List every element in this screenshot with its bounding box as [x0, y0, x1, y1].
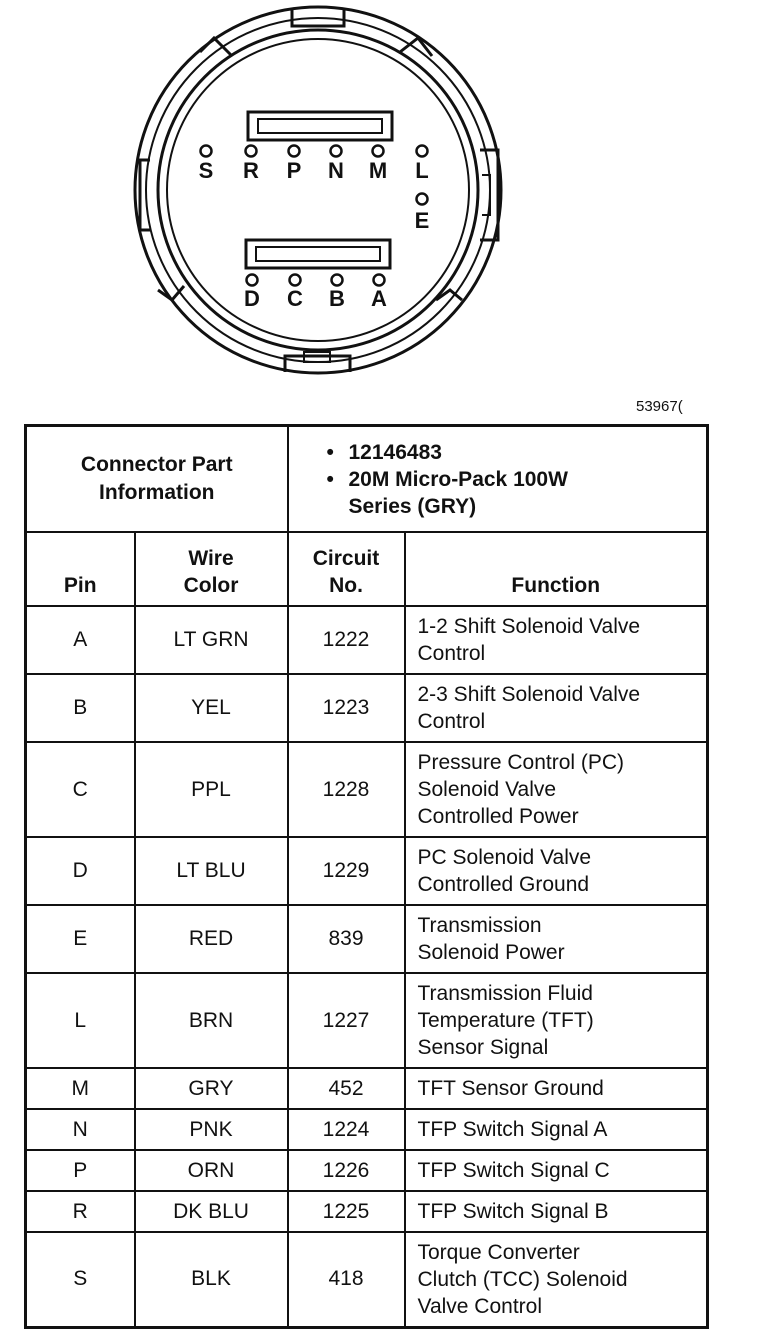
part-info-label: [26, 426, 288, 533]
table-row: [26, 1232, 708, 1327]
function-line: TFP Switch Signal B: [417, 1200, 609, 1223]
part-info-label-line2: Information: [99, 481, 215, 504]
pin-hole-r: [246, 146, 257, 157]
wire-color-cell: RED: [135, 905, 288, 973]
lower-terminal-slot: [246, 240, 390, 268]
col-header-pin: Pin: [26, 532, 135, 606]
table-row: [26, 1068, 708, 1109]
wire-color-cell: ORN: [135, 1150, 288, 1191]
function-line: Pressure Control (PC): [417, 751, 625, 774]
wire-color-cell: LT BLU: [135, 837, 288, 905]
pin-cell: R: [26, 1191, 135, 1232]
function-line: 2-3 Shift Solenoid Valve: [417, 683, 641, 706]
connector-face-diagram: [0, 0, 768, 392]
circuit-cell: 1224: [288, 1109, 405, 1150]
table-row: [26, 1150, 708, 1191]
connector-outer-ring: [135, 7, 501, 373]
circuit-cell: 1226: [288, 1150, 405, 1191]
table-row: [26, 1109, 708, 1150]
pin-cell: E: [26, 905, 135, 973]
pin-label-m: M: [368, 158, 388, 183]
pin-label-r: R: [243, 158, 259, 183]
col-header-circuit: [288, 532, 405, 606]
wire-color-cell: BRN: [135, 973, 288, 1068]
pin-rows: [26, 606, 708, 1327]
function-line: TFP Switch Signal A: [417, 1118, 608, 1141]
function-cell: [405, 606, 708, 674]
function-line: Solenoid Power: [417, 941, 565, 964]
pin-hole-e: [417, 194, 428, 205]
part-number: • 12146483: [327, 439, 699, 466]
function-cell: [405, 1232, 708, 1327]
function-line: TFP Switch Signal C: [417, 1159, 610, 1182]
upper-terminal-slot-inner: [258, 119, 382, 133]
col-header-circuit-line2: No.: [329, 574, 363, 597]
pin-label-a: A: [371, 286, 387, 311]
pin-hole-s: [201, 146, 212, 157]
table-row: [26, 674, 708, 742]
function-line: Transmission Fluid: [417, 982, 593, 1005]
wire-color-cell: PPL: [135, 742, 288, 837]
table-row: [26, 1191, 708, 1232]
pin-cell: P: [26, 1150, 135, 1191]
pin-cell: S: [26, 1232, 135, 1327]
circuit-cell: 1229: [288, 837, 405, 905]
connector-inner-ring: [158, 30, 478, 350]
pin-label-p: P: [286, 158, 302, 183]
col-header-wire-color-line1: Wire: [188, 547, 234, 570]
lower-terminal-slot-inner: [256, 247, 380, 261]
pin-cell: D: [26, 837, 135, 905]
pin-label-e: E: [414, 208, 430, 233]
upper-left-notch: [200, 38, 232, 56]
circuit-cell: 839: [288, 905, 405, 973]
function-line: Control: [417, 710, 486, 733]
function-line: Valve Control: [417, 1294, 543, 1318]
function-cell: [405, 973, 708, 1068]
pin-label-b: B: [329, 286, 345, 311]
connector-series: [327, 466, 699, 520]
circuit-cell: 1228: [288, 742, 405, 837]
circuit-cell: 1223: [288, 674, 405, 742]
pin-label-l: L: [415, 158, 429, 183]
function-line: PC Solenoid Valve: [417, 846, 592, 869]
function-cell: [405, 1068, 708, 1109]
connector-series-line1: 20M Micro-Pack 100W: [348, 467, 568, 491]
function-cell: [405, 1109, 708, 1150]
function-line: Torque Converter: [417, 1240, 580, 1264]
pin-hole-b: [332, 275, 343, 286]
column-header-row: [26, 532, 708, 606]
pin-cell: M: [26, 1068, 135, 1109]
function-cell: [405, 905, 708, 973]
function-cell: [405, 674, 708, 742]
function-line: TFT Sensor Ground: [417, 1077, 604, 1100]
col-header-wire-color: [135, 532, 288, 606]
connector-series-line2: Series (GRY): [348, 494, 477, 518]
circuit-cell: 418: [288, 1232, 405, 1327]
function-line: Controlled Ground: [417, 873, 590, 896]
function-cell: [405, 837, 708, 905]
function-line: Clutch (TCC) Solenoid: [417, 1267, 628, 1291]
pin-cell: L: [26, 973, 135, 1068]
pin-cell: N: [26, 1109, 135, 1150]
connector-outer-ring-inner: [146, 18, 490, 362]
table-row: [26, 905, 708, 973]
pin-label-d: D: [244, 286, 260, 311]
function-cell: [405, 1191, 708, 1232]
function-line: Control: [417, 642, 486, 665]
wire-color-cell: BLK: [135, 1232, 288, 1327]
col-header-circuit-line1: Circuit: [312, 547, 380, 570]
part-info-label-line1: Connector Part: [80, 453, 233, 476]
function-line: 1-2 Shift Solenoid Valve: [417, 615, 641, 638]
pin-cell: C: [26, 742, 135, 837]
part-info-row: [26, 426, 708, 533]
pin-label-n: N: [328, 158, 344, 183]
col-header-wire-color-line2: Color: [183, 574, 239, 597]
table-row: [26, 837, 708, 905]
wire-color-cell: DK BLU: [135, 1191, 288, 1232]
pin-hole-m: [373, 146, 384, 157]
function-line: Sensor Signal: [417, 1036, 549, 1059]
pin-hole-p: [289, 146, 300, 157]
wire-color-cell: GRY: [135, 1068, 288, 1109]
function-line: Temperature (TFT): [417, 1009, 594, 1032]
wire-color-cell: PNK: [135, 1109, 288, 1150]
figure-number: 53967(: [636, 398, 683, 415]
wire-color-cell: YEL: [135, 674, 288, 742]
wire-color-cell: LT GRN: [135, 606, 288, 674]
col-header-function: Function: [405, 532, 708, 606]
function-line: Solenoid Valve: [417, 778, 557, 801]
pin-cell: B: [26, 674, 135, 742]
function-line: Transmission: [417, 914, 542, 937]
pin-hole-n: [331, 146, 342, 157]
table-row: [26, 973, 708, 1068]
circuit-cell: 1225: [288, 1191, 405, 1232]
function-cell: [405, 1150, 708, 1191]
pin-hole-l: [417, 146, 428, 157]
circuit-cell: 1227: [288, 973, 405, 1068]
pinout-table: [24, 424, 709, 1329]
pin-label-s: S: [198, 158, 214, 183]
pin-hole-a: [374, 275, 385, 286]
table-row: [26, 742, 708, 837]
bottom-lug: [285, 356, 350, 372]
table-row: [26, 606, 708, 674]
pin-label-c: C: [287, 286, 303, 311]
circuit-cell: 452: [288, 1068, 405, 1109]
circuit-cell: 1222: [288, 606, 405, 674]
pin-hole-d: [247, 275, 258, 286]
function-cell: [405, 742, 708, 837]
connector-face-ring: [167, 39, 469, 341]
part-info-details: [288, 426, 708, 533]
upper-terminal-slot: [248, 112, 392, 140]
function-line: Controlled Power: [417, 805, 579, 828]
pin-hole-c: [290, 275, 301, 286]
pin-cell: A: [26, 606, 135, 674]
